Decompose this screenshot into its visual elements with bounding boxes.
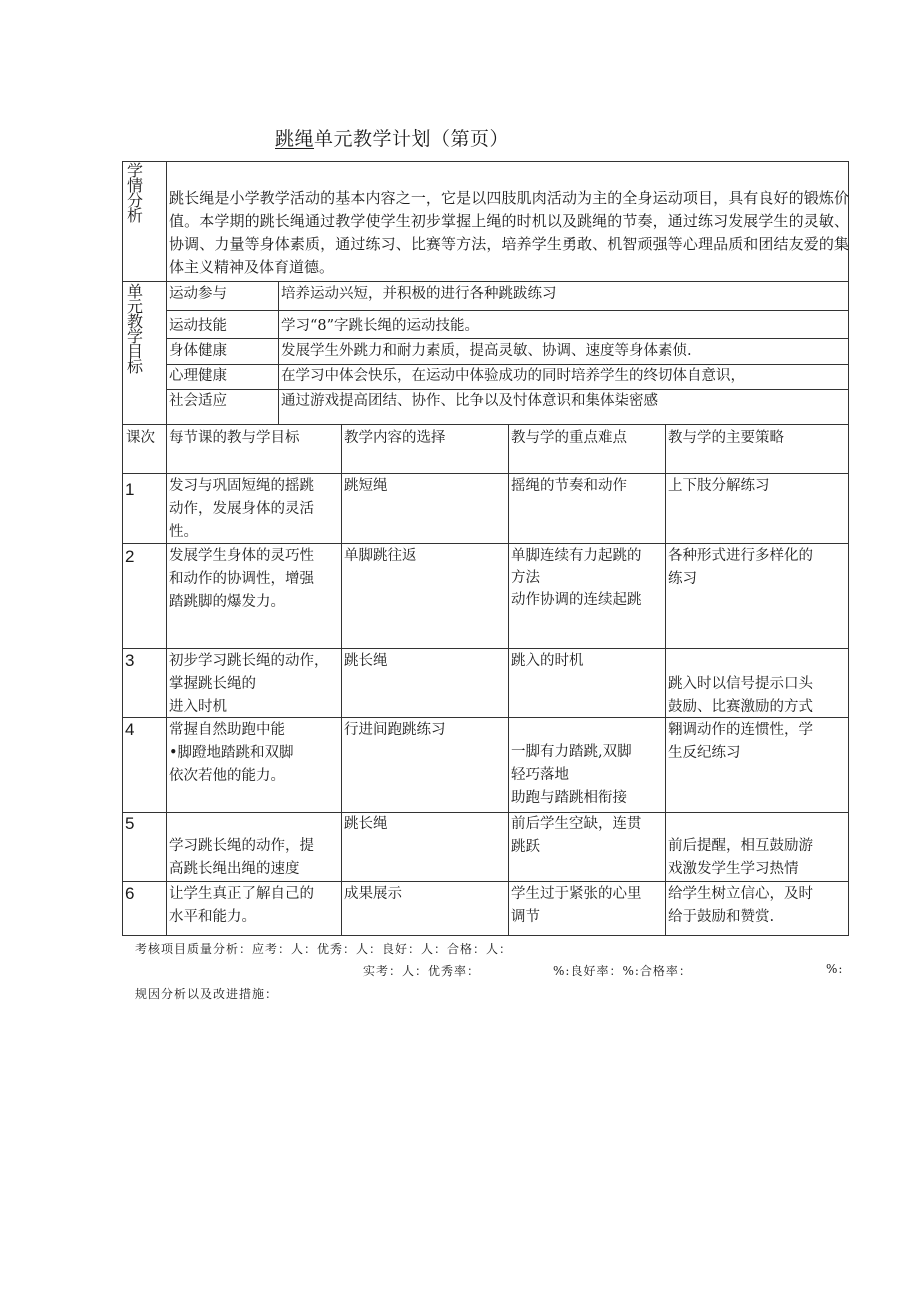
- goal-text: 学习“8”字跳长绳的运动技能。: [281, 318, 480, 334]
- goal-text: 培养运动兴短，并积极的进行各种跳跋练习: [281, 286, 557, 302]
- lesson-goal-line: 让学生真正了解自己的: [169, 886, 314, 902]
- lesson-goal-line: 初步学习跳长绳的动作，: [169, 653, 329, 669]
- header-content: 教学内容的选择: [344, 430, 446, 446]
- divider: [166, 161, 167, 936]
- lesson-strategy-line: 前后提醒，相互鼓励游: [668, 838, 813, 854]
- lesson-goal-line: 高跳长绳出绳的速度: [169, 861, 300, 877]
- lesson-focus-line: 前后学生空缺，连贯: [511, 816, 642, 832]
- goal-text: 在学习中体会快乐，在运动中体验成功的同时培养学生的终切体自意识，: [281, 368, 745, 384]
- header-strategy: 教与学的主要策略: [668, 430, 784, 446]
- lesson-focus-line: 调节: [511, 909, 540, 925]
- header-goal: 每节课的教与学目标: [169, 430, 300, 446]
- divider: [122, 648, 849, 649]
- lesson-focus-line: 单脚连续有力起跳的: [511, 548, 642, 564]
- lesson-number: 4: [125, 720, 135, 739]
- divider: [166, 389, 849, 390]
- goals-label: 单元教学目标: [126, 282, 143, 376]
- lesson-number: 6: [125, 884, 135, 903]
- lesson-content: 成果展示: [344, 886, 402, 902]
- situation-text: 跳长绳是小学教学活动的基本内容之一，它是以四肢肌肉活动为主的全身运动项目，具有良好的锻炼价值。本学期的跳长绳通过教学使学生初步掌握上绳的时机以及跳绳的节奏，通过练习发展学生的灵敏、协调、力量等身体素质，通过练习、比赛等方法，培养学生勇敢、机智顽强等心理品质和团结友爱的集体主义精神及体育道德。: [169, 189, 849, 276]
- divider: [341, 424, 342, 936]
- lesson-goal-line: 和动作的协调性，增强: [169, 571, 314, 587]
- divider: [122, 881, 849, 882]
- divider: [665, 424, 666, 936]
- lesson-goal-line: 掌握跳长绳的: [169, 676, 256, 692]
- lesson-strategy-line: 戏激发学生学习热情: [668, 861, 799, 877]
- footer-line-2a: 实考：人：优秀率：: [363, 964, 481, 978]
- lesson-number: 1: [125, 480, 135, 499]
- footer-line-2b: %:良好率：%:合格率：: [553, 964, 692, 978]
- lesson-goal-line: 常握自然助跑中能: [169, 722, 285, 738]
- lesson-goal-line: 动作，发展身体的灵活: [169, 501, 314, 517]
- lesson-focus-line: 方法: [511, 570, 540, 586]
- header-lesson: 课次: [126, 430, 155, 446]
- footer-line-1: 考核项目质量分析：应考：人：优秀：人：良好：人：合格：人：: [135, 942, 513, 956]
- lesson-strategy-line: 跳入时以信号提示口头: [668, 676, 813, 692]
- goal-name: 心理健康: [169, 368, 227, 384]
- lesson-goal-line: 性。: [169, 524, 198, 540]
- lesson-number: 3: [125, 651, 135, 670]
- lesson-strategy-line: 练习: [668, 571, 697, 587]
- lesson-focus-line: 一脚有力踏跳,双脚: [511, 744, 632, 760]
- lesson-goal-line: 学习跳长绳的动作，提: [169, 838, 314, 854]
- lesson-number: 2: [125, 547, 135, 566]
- lesson-number: 5: [125, 814, 135, 833]
- goal-text: 通过游戏提高团结、协作、比争以及忖体意识和集体柒密感: [281, 393, 658, 409]
- situation-label: 学情分析: [126, 161, 143, 225]
- divider: [166, 364, 849, 365]
- lesson-content: 跳短绳: [344, 478, 388, 494]
- lesson-focus-line: 跳跃: [511, 839, 540, 855]
- lesson-goal-line: 发展学生身体的灵巧性: [169, 548, 314, 564]
- lesson-goal-line: 依次若他的能力。: [169, 768, 285, 784]
- divider: [166, 338, 849, 339]
- lesson-content: 行进间跑跳练习: [344, 722, 446, 738]
- title-rest: 单元教学计划（第页）: [314, 128, 510, 150]
- divider: [122, 281, 849, 282]
- goal-name: 运动参与: [169, 286, 227, 302]
- lesson-goal-line: 发习与巩固短绳的摇跳: [169, 478, 314, 494]
- header-focus: 教与学的重点难点: [511, 430, 627, 446]
- lesson-focus-line: 跳入的时机: [511, 653, 584, 669]
- lesson-goal-line: •脚蹬地踏跳和双脚: [169, 745, 294, 761]
- divider: [122, 473, 849, 474]
- goal-name: 社会适应: [169, 393, 227, 409]
- lesson-focus-line: 动作协调的连续起跳: [511, 592, 642, 608]
- divider: [122, 812, 849, 813]
- divider: [508, 424, 509, 936]
- lesson-focus-line: 摇绳的节奏和动作: [511, 478, 627, 494]
- divider: [122, 424, 849, 425]
- lesson-focus-line: 轻巧落地: [511, 767, 569, 783]
- goal-text: 发展学生外跳力和耐力素质，提高灵敏、协调、速度等身体素侦.: [281, 343, 692, 359]
- lesson-content: 跳长绳: [344, 653, 388, 669]
- lesson-content: 跳长绳: [344, 816, 388, 832]
- lesson-goal-line: 进入时机: [169, 699, 227, 715]
- lesson-strategy-line: 生反纪练习: [668, 745, 741, 761]
- lesson-strategy-line: 给于鼓励和赞赏.: [668, 909, 775, 925]
- footer-line-2c: %:: [826, 962, 844, 976]
- lesson-focus-line: 学生过于紧张的心里: [511, 886, 642, 902]
- lesson-strategy-line: 给学生树立信心，及时: [668, 886, 813, 902]
- divider: [166, 310, 849, 311]
- lesson-goal-line: 水平和能力。: [169, 909, 256, 925]
- lesson-strategy-line: 各种形式进行多样化的: [668, 548, 813, 564]
- goal-name: 身体健康: [169, 343, 227, 359]
- page-title: [275, 124, 509, 151]
- footer-line-3: 规因分析以及改进措施：: [135, 987, 279, 1001]
- title-underlined: 跳绳: [275, 128, 315, 150]
- goal-name: 运动技能: [169, 318, 227, 334]
- lesson-strategy-line: 上下肢分解练习: [668, 478, 770, 494]
- lesson-focus-line: 助跑与踏跳相衔接: [511, 790, 627, 806]
- lesson-goal-line: 踏跳脚的爆发力。: [169, 594, 285, 610]
- lesson-content: 单脚跳往返: [344, 548, 417, 564]
- divider: [278, 281, 279, 424]
- divider: [122, 543, 849, 544]
- lesson-strategy-line: 鼓励、比赛激励的方式: [668, 699, 813, 715]
- lesson-strategy-line: 翱调动作的连惯性，学: [668, 722, 813, 738]
